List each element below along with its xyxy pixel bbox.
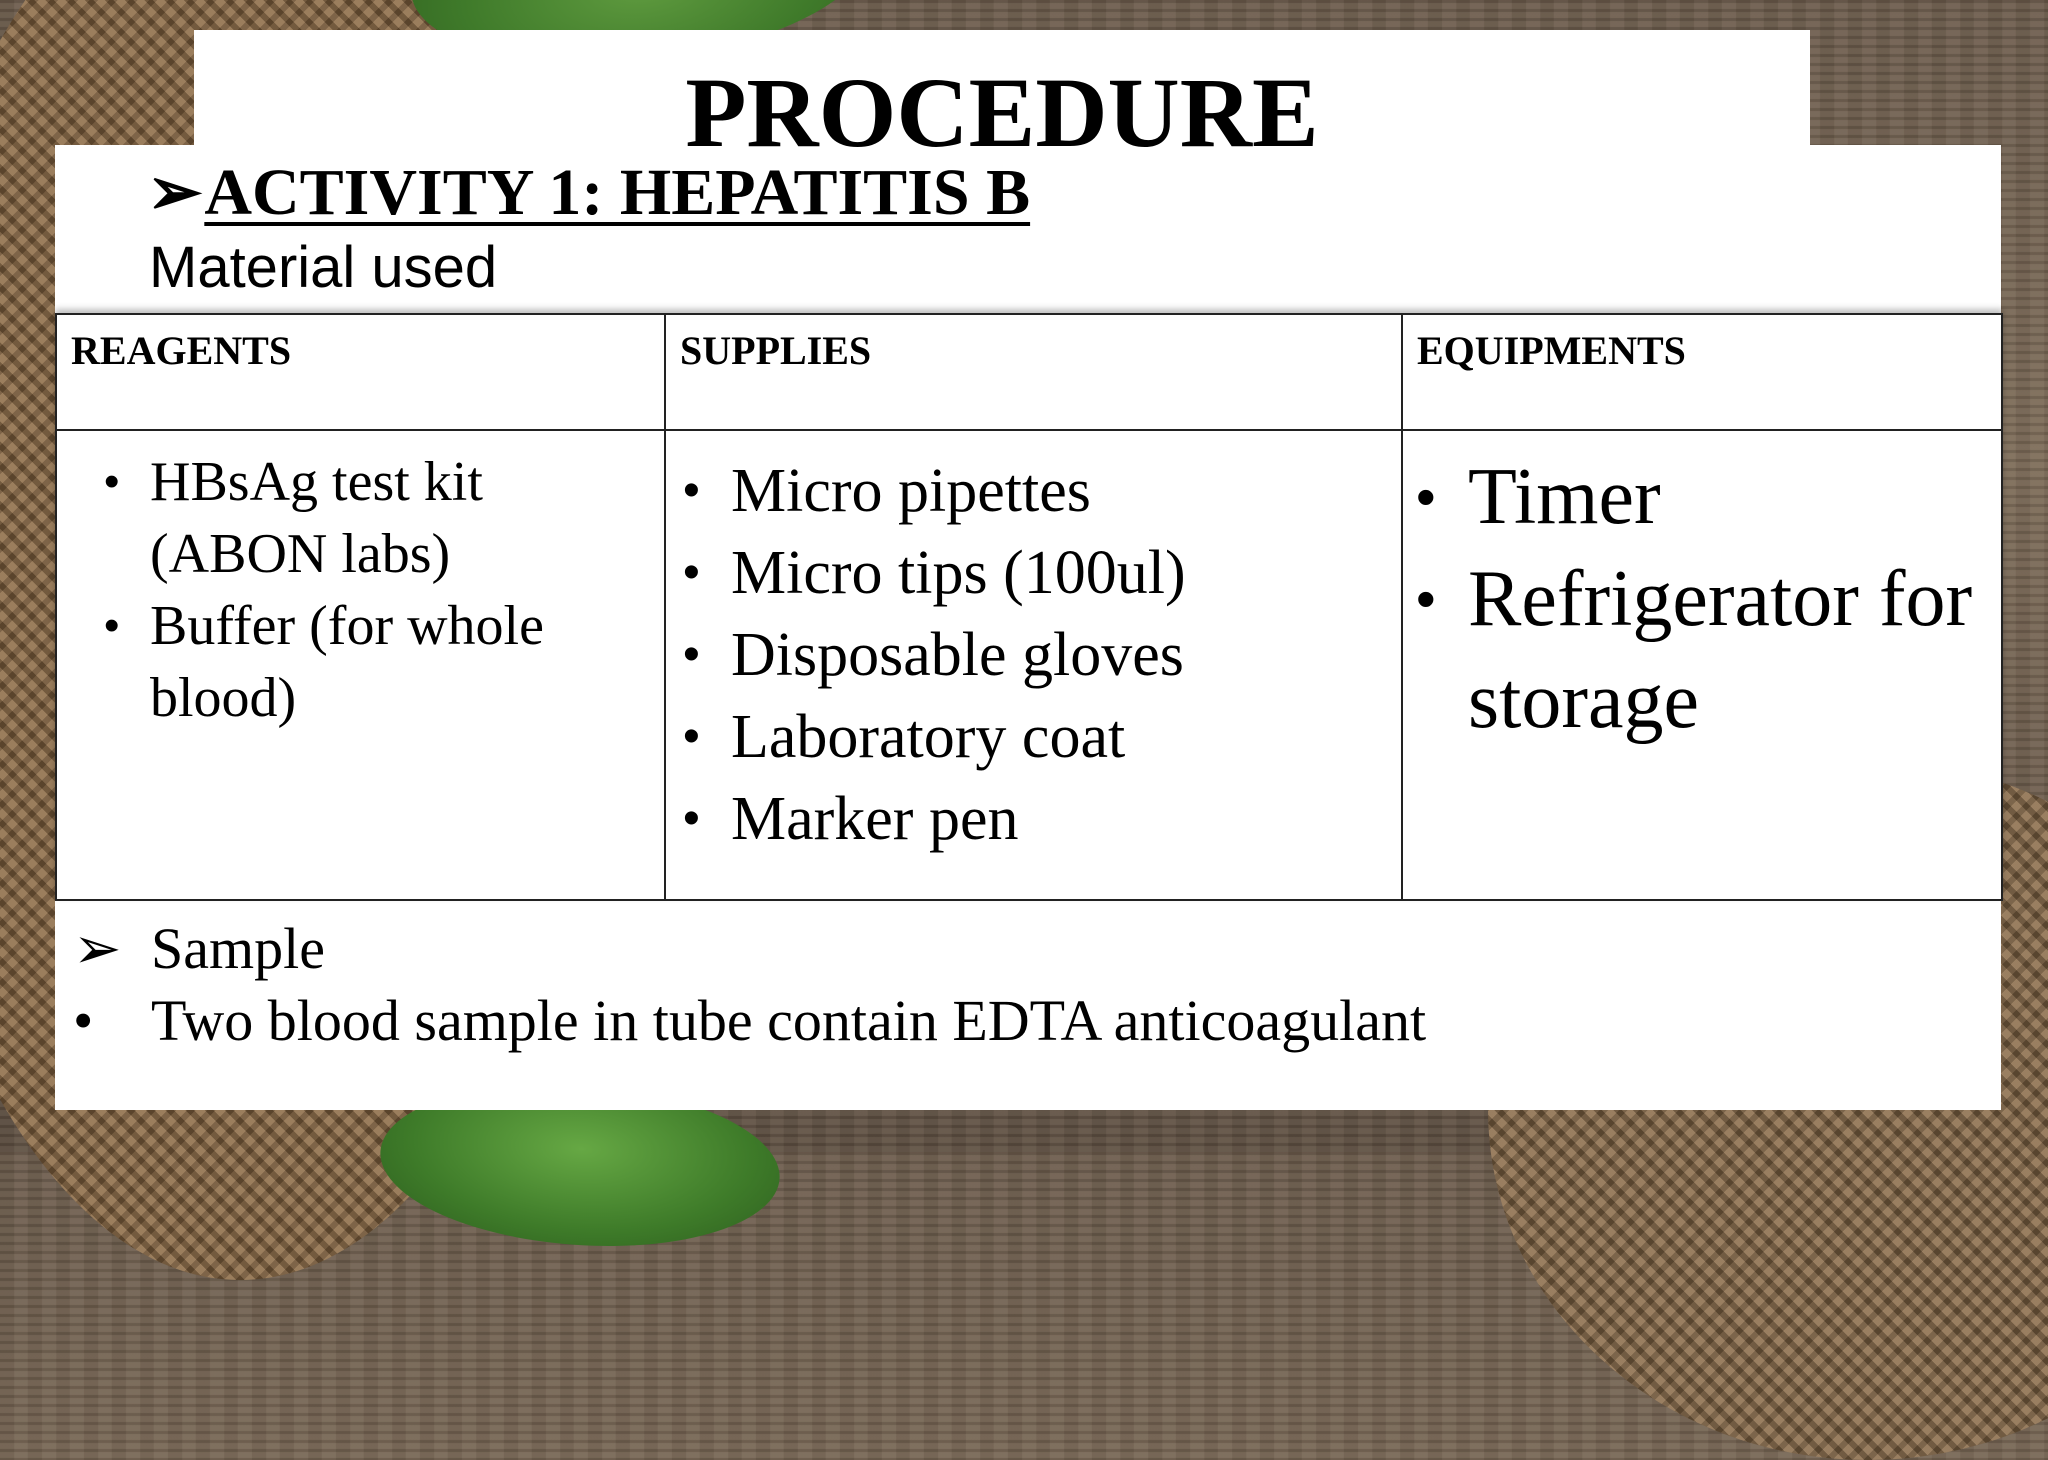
list-item: • Timer [1468, 446, 1990, 548]
materials-table [55, 313, 2003, 901]
list-item: • Micro tips (100ul) [731, 532, 1390, 614]
header-supplies: SUPPLIES [665, 314, 1402, 430]
page-title: PROCEDURE [685, 57, 1319, 168]
table-header-row [56, 314, 2002, 430]
sample-section [73, 913, 1426, 1057]
header-equipments: EQUIPMENTS [1402, 314, 2002, 430]
list-item: • Refrigerator for storage [1468, 548, 1990, 752]
list-item: • Micro pipettes [731, 450, 1390, 532]
list-item: • Laboratory coat [731, 696, 1390, 778]
list-item: • Disposable gloves [731, 614, 1390, 696]
equipments-list [1404, 432, 2000, 752]
supplies-cell [665, 430, 1402, 900]
arrow-bullet-icon: ➢ [147, 156, 203, 229]
sample-description: Two blood sample in tube contain EDTA anticoagulant [151, 988, 1427, 1053]
table-row [56, 430, 2002, 900]
sample-heading: Sample [151, 916, 325, 981]
list-item: • HBsAg test kit (ABON labs) [150, 446, 643, 590]
bullet-icon: • [73, 988, 94, 1053]
reagents-cell [56, 430, 665, 900]
list-item: • Marker pen [731, 778, 1390, 860]
slide-content-panel [55, 145, 2001, 1110]
supplies-list [667, 432, 1400, 860]
sample-heading-row [73, 913, 1426, 985]
list-item: • Buffer (for whole blood) [150, 590, 643, 734]
sample-description-row [73, 985, 1426, 1057]
equipments-cell [1402, 430, 2002, 900]
material-used-label: Material used [149, 235, 498, 300]
header-reagents: REAGENTS [56, 314, 665, 430]
arrow-bullet-icon: ➢ [73, 916, 122, 981]
activity-title: ACTIVITY 1: HEPATITIS B [204, 156, 1031, 229]
reagents-list [58, 432, 663, 734]
title-banner [194, 30, 1810, 168]
